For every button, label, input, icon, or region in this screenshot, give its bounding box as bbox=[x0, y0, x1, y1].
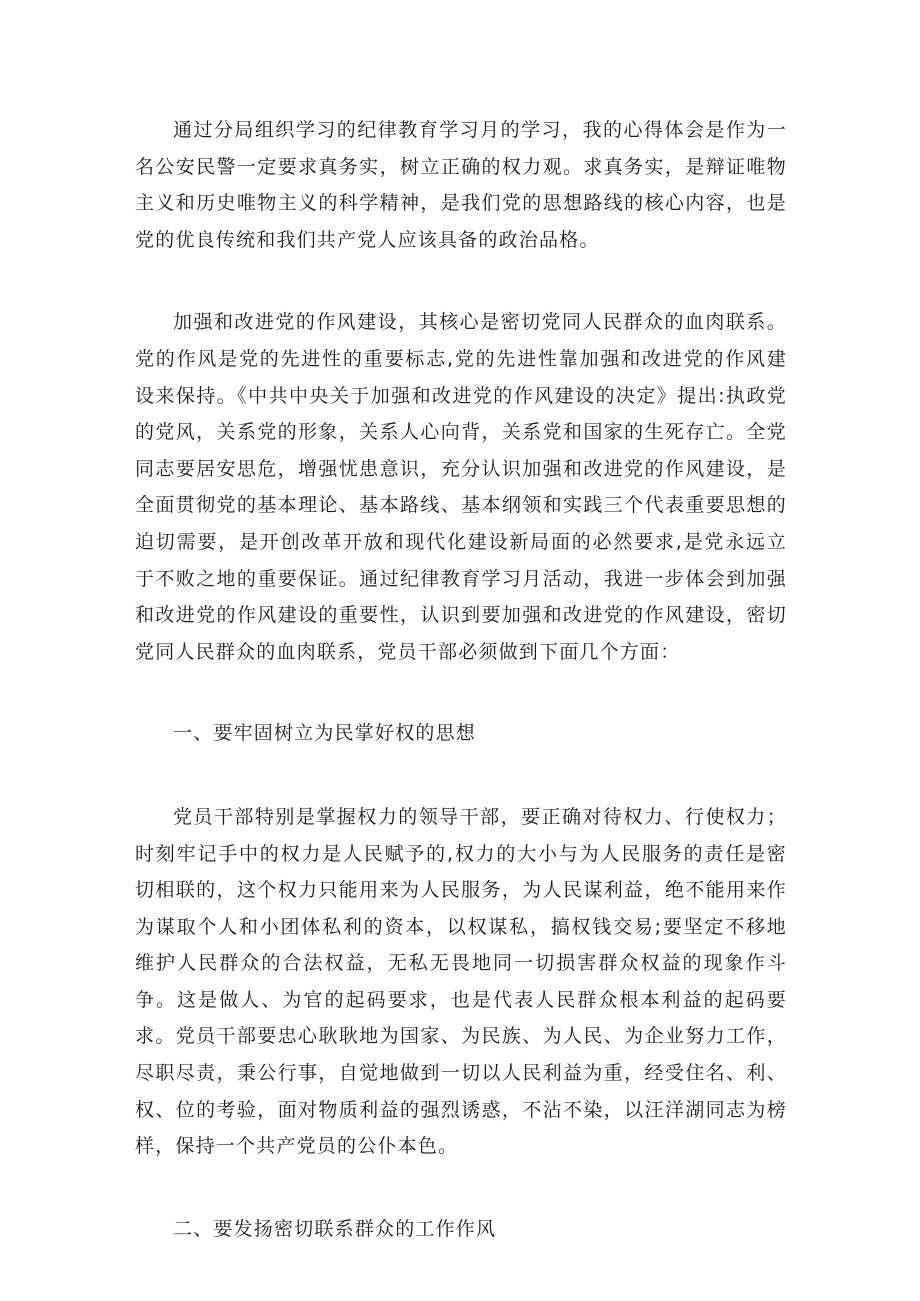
paragraph-power: 党员干部特别是掌握权力的领导干部，要正确对待权力、行使权力；时刻牢记手中的权力是人民赋予的,权力的大小与为人民服务的责任是密切相联的，这个权力只能用来为人民服务，为人民谋利益，绝不能用来作为谋取个人和小团体私利的资本，以权谋私，搞权钱交易;要坚定不移地维护人民群众的合法权益，无私无畏地同一切损害群众权益的现象作斗争。这是做人、为官的起码要求，也是代表人民群众根本利益的起码要求。党员干部要忠心耿耿地为国家、为民族、为人民、为企业努力工作，尽职尽责，秉公行事，自觉地做到一切以人民利益为重，经受住名、利、权、位的考验，面对物质利益的强烈诱惑，不沾不染，以汪洋湖同志为榜样，保持一个共产党员的公仆本色。 bbox=[135, 805, 787, 1158]
section-heading-1: 一、要牢固树立为民掌好权的思想 bbox=[173, 722, 477, 745]
section-heading-2: 二、要发扬密切联系群众的工作作风 bbox=[173, 1217, 497, 1240]
paragraph-party-style: 加强和改进党的作风建设，其核心是密切党同人民群众的血肉联系。党的作风是党的先进性的重要标志,党的先进性靠加强和改进党的作风建设来保持。《中共中央关于加强和改进党的作风建设的决定》提出:执政党的党风，关系党的形象，关系人心向背，关系党和国家的生死存亡。全党同志要居安思危，增强忧患意识，充分认识加强和改进党的作风建设，是全面贯彻党的基本理论、基本路线、基本纲领和实践三个代表重要思想的迫切需要，是开创改革开放和现代化建设新局面的必然要求,是党永远立于不败之地的重要保证。通过纪律教育学习月活动，我进一步体会到加强和改进党的作风建设的重要性，认识到要加强和改进党的作风建设，密切党同人民群众的血肉联系，党员干部必须做到下面几个方面： bbox=[135, 311, 787, 663]
document-page bbox=[135, 112, 787, 1247]
paragraph-intro: 通过分局组织学习的纪律教育学习月的学习，我的心得体会是作为一名公安民警一定要求真务实，树立正确的权力观。求真务实，是辩证唯物主义和历史唯物主义的科学精神，是我们党的思想路线的核心内容，也是党的优良传统和我们共产党人应该具备的政治品格。 bbox=[135, 119, 787, 251]
